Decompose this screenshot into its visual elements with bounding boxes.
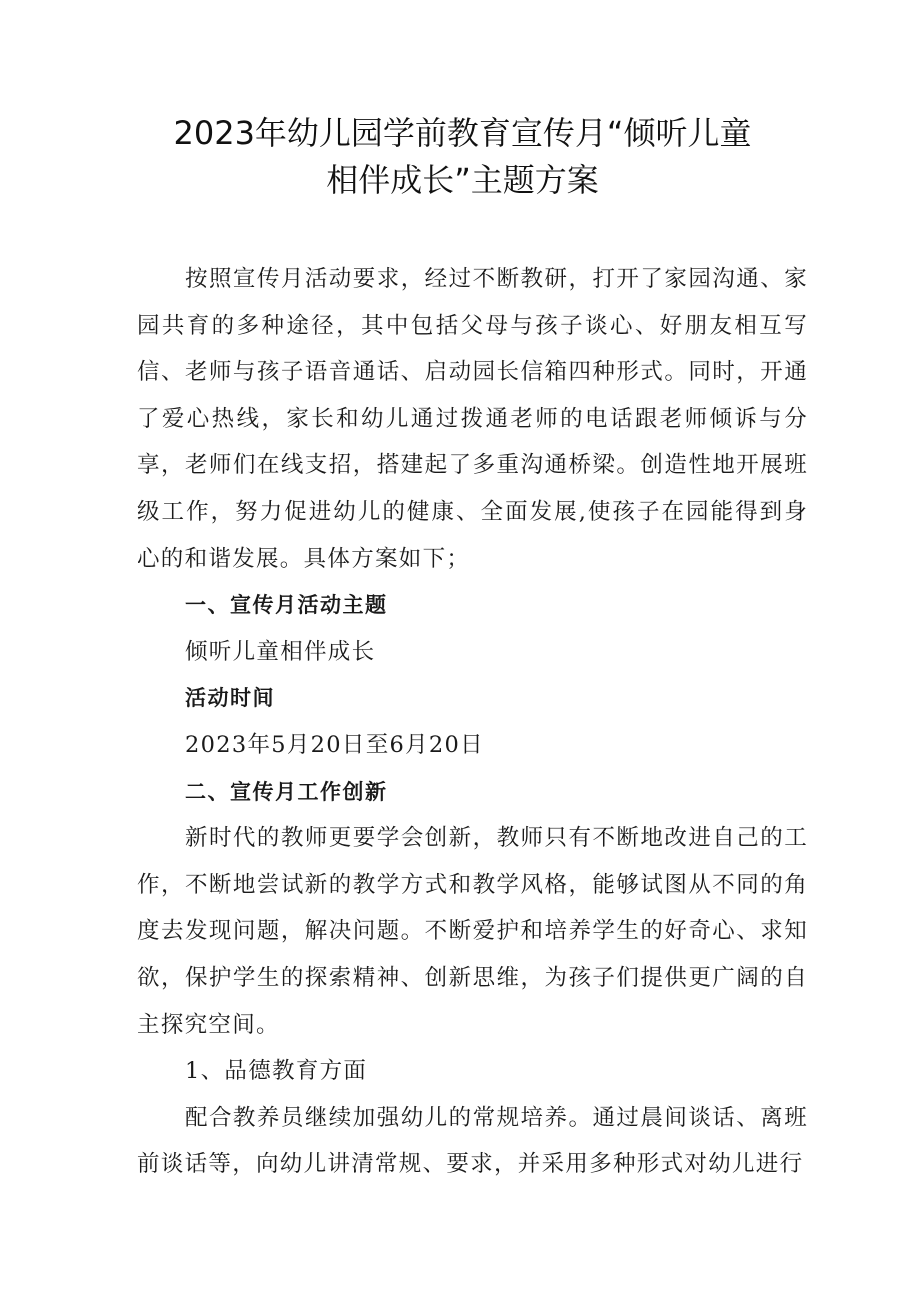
activity-time-value: 2023年5月20日至6月20日 [185,731,484,758]
section-1-heading: 一、宣传月活动主题 [185,593,388,618]
section-1-theme: 倾听儿童相伴成长 [185,638,376,665]
subsection-1-paragraph: 配合教养员继续加强幼儿的常规培养。通过晨间谈话、离班前谈话等，向幼儿讲清常规、要求，并采用多种形式对幼儿进行 [137,1104,808,1178]
intro-paragraph: 按照宣传月活动要求，经过不断教研，打开了家园沟通、家园共育的多种途径，其中包括父母与孩子谈心、好朋友相互写信、老师与孩子语音通话、启动园长信箱四种形式。同时，开通了爱心热线，家长和幼儿通过拨通老师的电话跟老师倾诉与分享，老师们在线支招，搭建起了多重沟通桥梁。创造性地开展班级工作，努力促进幼儿的健康、全面发展,使孩子在园能得到身心的和谐发展。具体方案如下； [137,266,808,572]
section-2-paragraph: 新时代的教师更要学会创新，教师只有不断地改进自己的工作，不断地尝试新的教学方式和教学风格，能够试图从不同的角度去发现问题，解决问题。不断爱护和培养学生的好奇心、求知欲，保护学生的探索精神、创新思维，为孩子们提供更广阔的自主探究空间。 [137,825,808,1038]
subsection-1-heading: 1、品德教育方面 [185,1058,368,1085]
section-2-heading: 二、宣传月工作创新 [185,779,388,804]
activity-time-heading: 活动时间 [185,686,275,711]
document-body [137,256,808,1188]
title-line-2: 相伴成长”主题方案 [326,161,599,199]
document-title [117,0,808,204]
title-line-1: 2023年幼儿园学前教育宣传月“倾听儿童 [173,114,752,152]
